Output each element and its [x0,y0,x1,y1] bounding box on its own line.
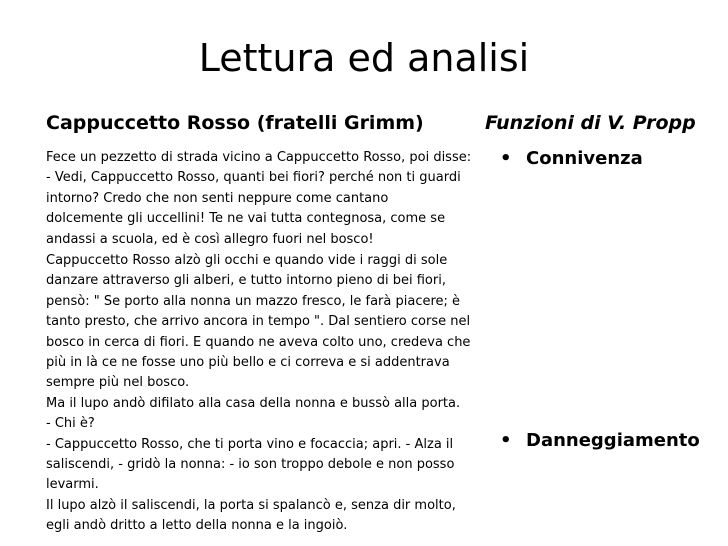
story-line: sempre più nel bosco. [46,375,190,391]
story-line: Il lupo alzò il saliscendi, la porta si spalancò e, senza dir molto, [46,497,456,513]
bullet-label: Connivenza [526,148,643,169]
slide-title: Lettura ed analisi [198,36,530,80]
story-line: più in là ce ne fosse uno più bello e ci correva e si addentrava [46,355,450,371]
story-line: intorno? Credo che non senti neppure come cantano [46,190,389,206]
story-line: saliscendi, - gridò la nonna: - io son troppo debole e non posso [46,457,455,473]
bullet-dot-icon: • [500,148,512,169]
story-paragraph-1 [46,148,486,250]
story-line: levarmi. [46,477,99,493]
bullet-danneggiamento [500,429,700,453]
story-line: pensò: " Se porto alla nonna un mazzo fresco, le farà piacere; è [46,293,461,309]
story-line: bosco in cerca di fiori. E quando ne aveva colto uno, credeva che [46,334,471,350]
story-line: - Cappuccetto Rosso, che ti porta vino e focaccia; apri. - Alza il [46,436,454,452]
story-line: andassi a scuola, ed è così allegro fuori nel bosco! [46,231,374,247]
bullet-label: Danneggiamento [526,430,700,451]
story-line: Cappuccetto Rosso alzò gli occhi e quando vide i raggi di sole [46,253,448,268]
bullet-connivenza [500,147,643,171]
story-line: - Vedi, Cappuccetto Rosso, quanti bei fiori? perché non ti guardi [46,170,461,186]
story-line: Fece un pezzetto di strada vicino a Cappuccetto Rosso, poi disse: [46,150,472,165]
story-line: danzare attraverso gli alberi, e tutto intorno pieno di bei fiori, [46,273,446,289]
story-heading: Cappuccetto Rosso (fratelli Grimm) [46,112,424,134]
story-line: - Chi è? [46,416,95,432]
story-line: dolcemente gli uccellini! Te ne vai tutta contegnosa, come se [46,211,446,227]
story-line: tanto presto, che arrivo ancora in tempo ". Dal sentiero corse nel [46,314,471,330]
story-line: Ma il lupo andò difilato alla casa della nonna e bussò alla porta. [46,395,461,411]
propp-functions-heading: Funzioni di V. Propp [485,112,696,134]
story-paragraph-2 [46,251,486,537]
story-line: egli andò dritto a letto della nonna e la ingoiò. [46,518,348,534]
bullet-dot-icon: • [500,430,512,451]
